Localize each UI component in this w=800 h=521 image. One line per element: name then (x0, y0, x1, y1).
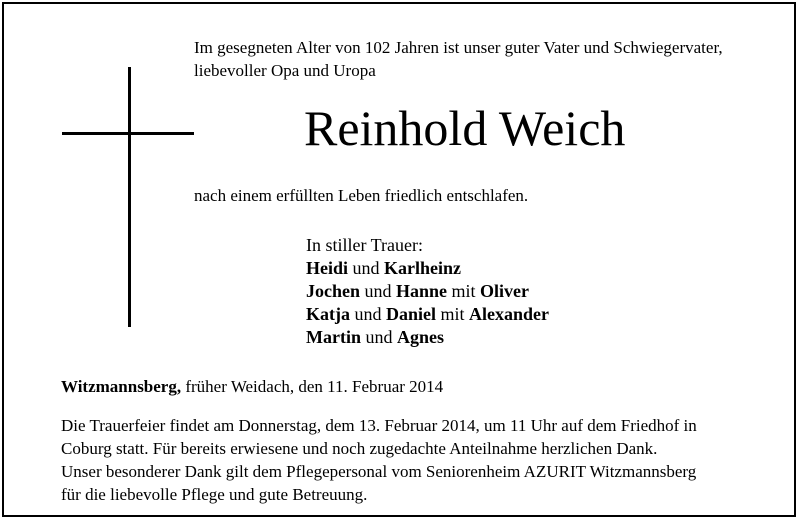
mourner-name: Daniel (386, 304, 437, 324)
mourner-connector: und (360, 327, 397, 347)
mourner-connector: mit (447, 281, 481, 301)
place-date-line (61, 375, 443, 398)
mourner-name: Jochen (306, 281, 360, 301)
mourner-connector: und (350, 304, 386, 324)
mourner-line (306, 257, 549, 280)
funeral-info (61, 414, 697, 506)
intro-line-1: Im gesegneten Alter von 102 Jahren ist unser guter Vater und Schwiegervater, (194, 38, 723, 57)
funeral-line-1: Die Trauerfeier findet am Donnerstag, dem 13. Februar 2014, um 11 Uhr auf dem Friedhof in (61, 416, 697, 435)
mourner-name: Martin (306, 327, 361, 347)
mourner-list (306, 257, 549, 349)
mourner-name: Karlheinz (384, 258, 462, 278)
mourner-name: Hanne (396, 281, 448, 301)
mourner-line (306, 303, 549, 326)
mourner-name: Oliver (480, 281, 530, 301)
mourner-name: Agnes (396, 327, 444, 347)
mourner-connector: und (348, 258, 385, 278)
deceased-name: Reinhold Weich (304, 100, 626, 156)
mourner-connector: mit (436, 304, 470, 324)
intro-line-2: liebevoller Opa und Uropa (194, 61, 376, 80)
intro-text (194, 36, 723, 82)
mourners-block (306, 234, 549, 349)
funeral-line-2: Coburg statt. Für bereits erwiesene und noch zugedachte Anteilnahme herzlichen Dank. (61, 439, 658, 458)
place-date-rest: früher Weidach, den 11. Februar 2014 (181, 377, 444, 396)
funeral-line-4: für die liebevolle Pflege und gute Betreuung. (61, 485, 368, 504)
mourning-heading: In stiller Trauer: (306, 235, 423, 255)
passed-away-text: nach einem erfüllten Leben friedlich entschlafen. (194, 186, 529, 205)
mourner-connector: und (360, 281, 396, 301)
place-name: Witzmannsberg, (61, 377, 182, 396)
funeral-line-3: Unser besonderer Dank gilt dem Pflegepersonal vom Seniorenheim AZURIT Witzmannsberg (61, 462, 697, 481)
mourner-line (306, 280, 549, 303)
mourner-name: Heidi (306, 258, 349, 278)
cross-horizontal-bar (62, 132, 194, 135)
cross-vertical-bar (128, 67, 131, 327)
mourner-line (306, 326, 549, 349)
mourner-name: Katja (306, 304, 350, 324)
mourner-name: Alexander (469, 304, 550, 324)
